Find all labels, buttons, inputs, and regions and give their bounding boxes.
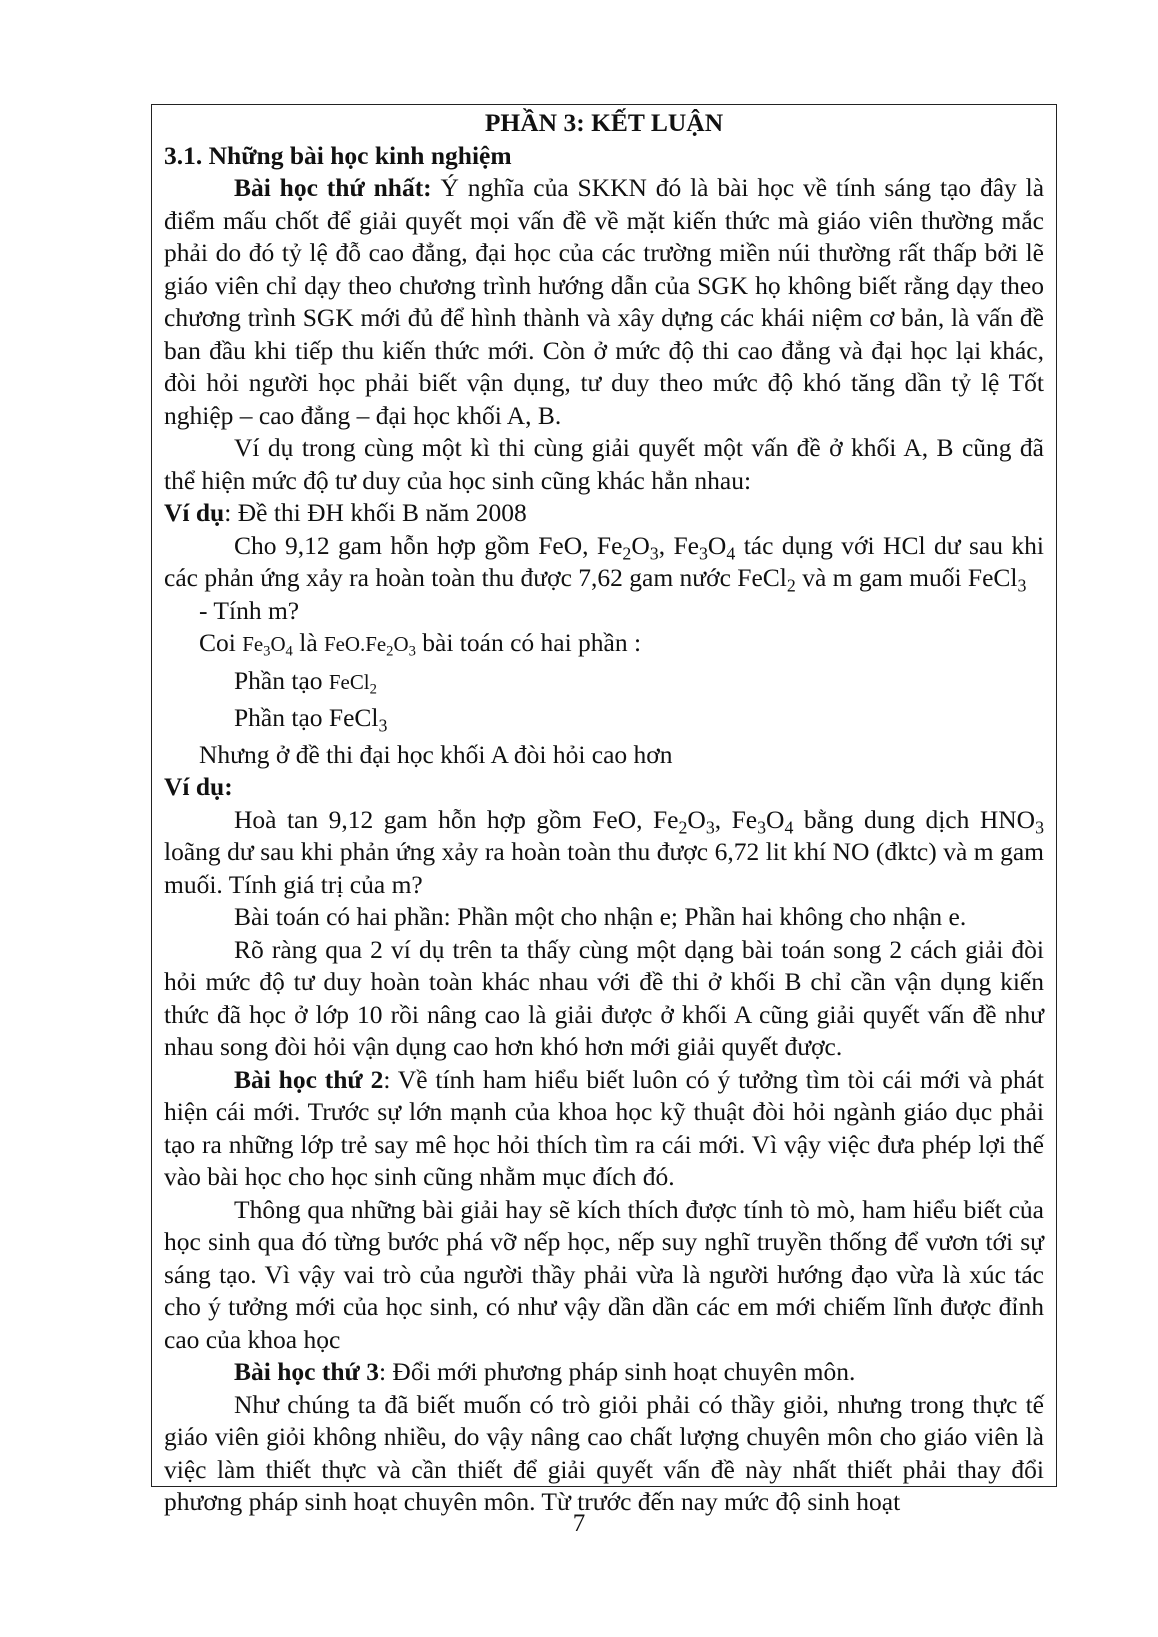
subscript: 2	[786, 575, 796, 596]
problem-text: O	[707, 530, 727, 560]
example-1-title	[164, 497, 1044, 530]
problem-text: Cho 9,12 gam hỗn hợp gồm FeO, Fe	[234, 530, 623, 560]
document-body	[164, 107, 1044, 1519]
problem-text: , Fe	[658, 530, 699, 560]
example-2-problem: Hoà tan 9,12 gam hỗn hợp gồm FeO, $Fe_2O_3$, $Fe_3O_4$ bằng dung dịch $HNO_3$ loãng dư sau khi phản ứng xảy ra hoàn toàn thu được 6,72 lit khí NO (đktc) và m gam muối. Tính giá trị của m?	[164, 804, 1045, 899]
part-2-line: Phần tạo FeCl$_3$	[234, 703, 388, 736]
lesson-2-label: Bài học thứ 2	[234, 1064, 384, 1094]
lesson-1-paragraph	[164, 172, 1044, 432]
coi-text: là	[292, 628, 325, 657]
problem-text: và m gam muối FeCl	[795, 563, 1018, 592]
lesson-3-label: Bài học thứ 3	[234, 1357, 379, 1386]
subscript: 3	[1017, 575, 1027, 596]
lesson-1-text: Ý nghĩa của SKKN đó là bài học về tính sáng tạo đây là điểm mấu chốt để giải quyết mọi vấn đề về mặt kiến thức mà giáo viên thường mắc phải do đó tỷ lệ đỗ cao đẳng, đại học của các trường miền núi thường rất thấp bởi lẽ giáo viên chỉ dạy theo chương trình hướng dẫn của SGK họ không biết rằng dạy theo chương trình SGK mới đủ để hình thành và xây dựng các khái niệm cơ bản, là vấn đề ban đầu khi tiếp thu kiến thức mới. Còn ở mức độ thi cao đẳng và đại học lại khác, đòi hỏi người học phải biết vận dụng, tư duy theo mức độ khó tăng dần tỷ lệ Tốt nghiệp – cao đẳng – đại học khối A, B.	[164, 173, 1045, 430]
coi-text: Coi	[199, 628, 243, 657]
formula-feo-fe2o3: $FeO.Fe_2O_3$	[324, 632, 416, 660]
problem-text: O	[631, 530, 650, 560]
lesson-3-text: : Đổi mới phương pháp sinh hoạt chuyên môn.	[378, 1357, 856, 1386]
lesson-2-text: : Về tính ham hiểu biết luôn có ý tưởng tìm tòi cái mới và phát hiện cái mới. Trước sự lớn mạnh của khoa học kỹ thuật đòi hỏi ngành giáo dục phải tạo ra những lớp trẻ say mê học hỏi thích tìm ra cái mới. Vì vậy việc đưa phép lợi thế vào bài học cho học sinh cũng nhằm mục đích đó.	[164, 1064, 1044, 1191]
chapter-heading: PHẦN 3: KẾT LUẬN	[484, 108, 724, 137]
note-line: Nhưng ở đề thi đại học khối A đòi hỏi cao hơn	[199, 739, 673, 769]
compare-paragraph: Rõ ràng qua 2 ví dụ trên ta thấy cùng một dạng bài toán song 2 cách giải đòi hỏi mức độ tư duy hoàn toàn khác nhau với đề thi ở khối B chỉ cần vận dụng kiến thức đã học ở lớp 10 rồi nâng cao là giải được ở khối A cũng giải quyết vấn đề như nhau song đòi hỏi vận dụng cao hơn khó hơn mới giải quyết được.	[164, 934, 1044, 1061]
lesson-1-label: Bài học thứ nhất:	[234, 173, 432, 202]
lesson-2-paragraph	[164, 1064, 1044, 1194]
example-1-label: Ví dụ	[164, 498, 225, 527]
question-line: - Tính m?	[199, 595, 300, 625]
problem-text: tác dụng với HCl dư sau khi các phản ứng xảy ra hoàn toàn thu được 7,62 gam nước FeCl	[164, 530, 1044, 592]
example-intro-paragraph: Ví dụ trong cùng một kì thi cùng giải quyết một vấn đề ở khối A, B cũng đã thể hiện mức độ tư duy của học sinh cũng khác hẳn nhau:	[164, 433, 1044, 495]
coi-text: bài toán có hai phần :	[415, 628, 642, 657]
section-heading: 3.1. Những bài học kinh nghiệm	[164, 140, 512, 170]
subscript: 4	[726, 542, 736, 563]
lesson-3-paragraph-2: Như chúng ta đã biết muốn có trò giỏi phải có thầy giỏi, nhưng trong thực tế giáo viên giỏi không nhiều, do vậy nâng cao chất lượng chuyên môn cho giáo viên là việc làm thiết thực và cần thiết để giải quyết vấn đề này nhất thiết phải thay đổi phương pháp sinh hoạt chuyên môn. Từ trước đến nay mức độ sinh hoạt	[164, 1389, 1044, 1516]
part-1-line: Phần tạo FeCl$_2$	[234, 665, 377, 697]
example-2-label: Ví dụ:	[164, 772, 233, 801]
subscript: 2	[622, 542, 632, 563]
example-1-title-text: : Đề thi ĐH khối B năm 2008	[224, 498, 527, 527]
formula-fecl2: FeCl$_2$	[328, 669, 377, 697]
page-number: 7	[572, 1510, 586, 1537]
example-1-problem	[164, 530, 1044, 595]
coi-line	[164, 627, 1044, 661]
page-frame	[151, 104, 1057, 1516]
subscript: 3	[699, 542, 708, 563]
lesson-3-paragraph	[164, 1356, 1044, 1389]
subscript: 3	[649, 542, 659, 563]
two-parts-line: Bài toán có hai phần: Phần một cho nhận e; Phần hai không cho nhận e.	[234, 902, 967, 931]
lesson-2-paragraph-2: Thông qua những bài giải hay sẽ kích thích được tính tò mò, ham hiểu biết của học sinh qua đó từng bước phá vỡ nếp học, nếp suy nghĩ truyền thống để vươn tới sự sáng tạo. Vì vậy vai trò của người thầy phải vừa là người hướng đạo vừa là xúc tác cho ý tưởng mới của học sinh, có như vậy dần dần các em mới chiếm lĩnh được đỉnh cao của khoa học	[164, 1194, 1044, 1354]
formula-fe3o4: $Fe_3O_4$	[242, 632, 293, 660]
